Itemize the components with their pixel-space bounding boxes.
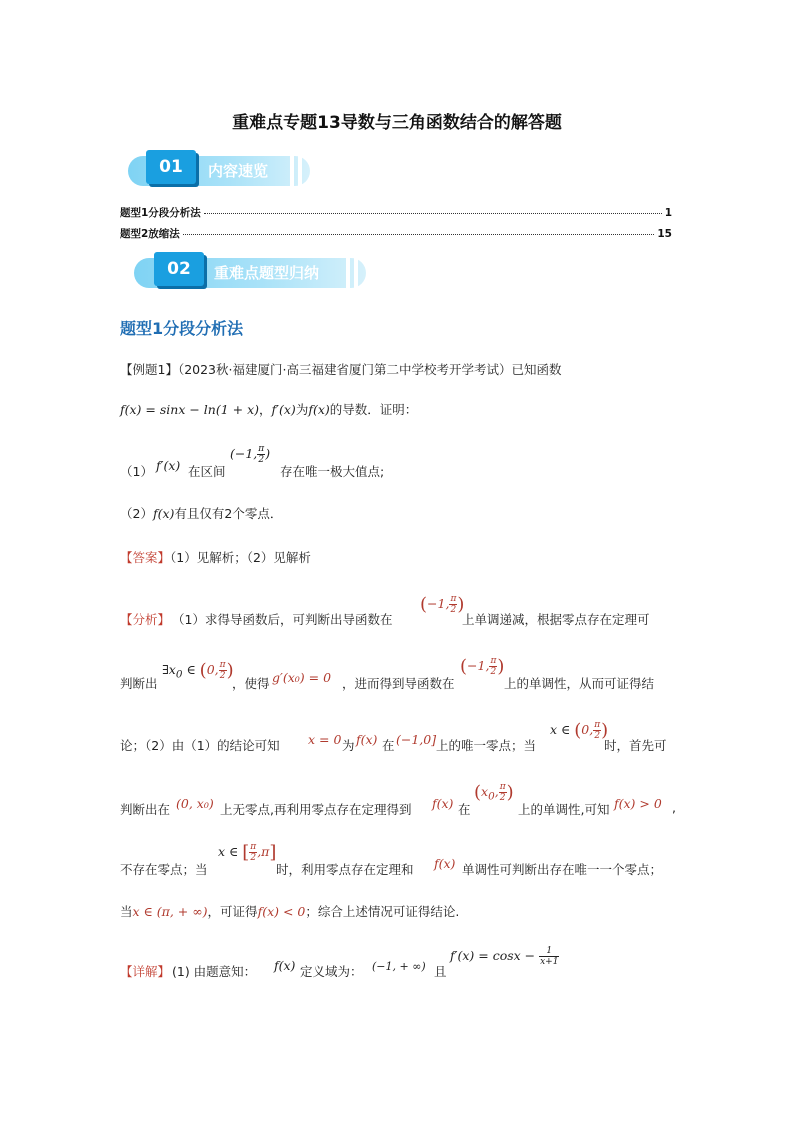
derivative-symbol: f′(x)	[271, 402, 296, 417]
text-fragment: 时，首先可	[604, 738, 667, 753]
text-fragment: ，进而得到导函数在	[342, 676, 455, 691]
interval-expression: ($x_0$, $\frac{\pi}{2}$ )	[474, 782, 514, 803]
text-fragment: 在	[382, 738, 395, 753]
derivative-symbol: f′(x)	[156, 458, 181, 473]
text-fragment: 单调性可判断出存在唯一一个零点；	[462, 862, 663, 877]
text-fragment: 判断出在	[120, 802, 171, 817]
text-fragment: 判断出	[120, 676, 158, 691]
banner-stripe	[354, 258, 358, 288]
analysis-line-3	[120, 718, 680, 758]
detail-line	[120, 944, 680, 984]
math-expression: x = 0	[308, 732, 342, 747]
banner-stripe	[298, 156, 302, 186]
banner-number: 02	[154, 252, 204, 286]
answer-tag: 【答案】	[120, 550, 171, 565]
interval-expression: (−1, $\frac{\pi}{2}$ )	[230, 444, 271, 465]
text-fragment: 定义域为：	[300, 964, 363, 979]
banner-key-question-types	[134, 252, 366, 288]
text-fragment: 上无零点,再利用零点存在定理得到	[220, 802, 412, 817]
text-fragment: ，使得	[232, 676, 270, 691]
text-fragment: 上的单调性，从而可证得结	[504, 676, 655, 691]
math-expression: x ∈ [ $\frac{\pi}{2}$ ,π]	[218, 842, 277, 863]
interval-expression: (−1, $\frac{\pi}{2}$ )	[420, 594, 465, 615]
banner-label: 重难点题型归纳	[214, 264, 320, 282]
text-fragment: 上的单调性,可知	[518, 802, 610, 817]
text-fragment: 上的唯一零点；当	[436, 738, 537, 753]
math-expression: x ∈ (0, $\frac{\pi}{2}$ )	[550, 720, 609, 741]
banner-stripe	[346, 258, 350, 288]
interval-expression: (−1,0]	[396, 732, 437, 747]
text-fragment: 不存在零点；当	[120, 862, 208, 877]
text-fragment: 上单调递减，根据零点存在定理可	[462, 612, 650, 627]
function-symbol: f(x)	[434, 856, 456, 871]
function-symbol: f(x)	[152, 506, 175, 521]
analysis-line-1	[120, 592, 680, 632]
toc-entry[interactable]	[120, 226, 672, 241]
example-source: （2023秋·福建厦门·高三福建省厦门第二中学校考开学考试）已知函数	[177, 362, 562, 377]
toc-entry-title: 题型1分段分析法	[120, 207, 201, 219]
text-fragment: （1）求得导函数后，可判断出导函数在	[172, 612, 393, 627]
analysis-line-6	[120, 902, 680, 920]
banner-label: 内容速览	[208, 162, 269, 180]
math-expression: f(x) > 0	[614, 796, 662, 811]
answer-line	[120, 548, 680, 566]
text-fragment: 论；（2）由（1）的结论可知	[120, 738, 280, 753]
analysis-line-2	[120, 654, 680, 694]
question-number: （2）	[120, 506, 153, 521]
text-fragment: 为	[342, 738, 355, 753]
question-1	[120, 444, 680, 490]
toc-leader-dots	[183, 234, 655, 235]
banner-number: 01	[146, 150, 196, 184]
banner-stripe	[290, 156, 294, 186]
function-definition: f(x) = sinx − ln(1 + x)	[120, 402, 260, 417]
toc-entry-page: 15	[657, 228, 672, 240]
domain-expression: (−1, + ∞)	[372, 960, 426, 973]
analysis-line-5	[120, 840, 680, 880]
section-heading: 题型1分段分析法	[120, 319, 244, 338]
page-title: 重难点专题13导数与三角函数结合的解答题	[232, 113, 562, 133]
text-fragment: (1) 由题意知：	[172, 964, 257, 979]
text-fragment: 存在唯一极大值点;	[280, 464, 385, 479]
example-source-line	[120, 360, 680, 378]
math-expression: $\exists x_0$ ∈ (0, $\frac{\pi}{2}$ )	[162, 660, 234, 681]
text-fragment: 且	[434, 964, 447, 979]
text-fragment: 在区间	[188, 464, 226, 479]
function-symbol: f(x)	[274, 958, 296, 973]
analysis-tag: 【分析】	[120, 612, 171, 627]
function-symbol: f(x)	[432, 796, 454, 811]
text-fragment: 为	[295, 402, 309, 417]
text-fragment: ；综合上述情况可证得结论.	[305, 904, 460, 919]
analysis-line-4	[120, 782, 680, 822]
text-fragment: 的导数．证明：	[329, 402, 418, 417]
answer-text: （1）见解析；（2）见解析	[170, 550, 311, 565]
text-fragment: ，可证得	[207, 904, 258, 919]
math-expression: x ∈ (π, + ∞)	[132, 904, 208, 919]
derivative-expression: f′(x) = cosx − $\frac{1}{x+1}$	[450, 946, 559, 967]
interval-expression: (−1, $\frac{\pi}{2}$ )	[460, 656, 505, 677]
question-number: （1）	[120, 464, 153, 479]
example-tag: 【例题1】	[120, 362, 178, 377]
text-fragment: 在	[458, 802, 471, 817]
text-fragment: 有且仅有2个零点．	[174, 506, 283, 521]
text-fragment: 时，利用零点存在定理和	[276, 862, 414, 877]
toc-entry-title: 题型2放缩法	[120, 228, 180, 240]
math-expression: g′(x₀) = 0	[272, 670, 332, 685]
banner-contents-overview	[128, 150, 310, 186]
function-symbol: f(x)	[356, 732, 378, 747]
example-definition-line	[120, 400, 680, 418]
punctuation: ，	[259, 402, 272, 417]
punctuation: ,	[672, 800, 676, 815]
detail-tag: 【详解】	[120, 964, 171, 979]
toc-leader-dots	[204, 213, 662, 214]
math-expression: f(x) < 0	[257, 904, 306, 919]
function-symbol: f(x)	[308, 402, 330, 417]
toc-entry[interactable]	[120, 205, 672, 220]
interval-expression: (0, x₀)	[176, 796, 214, 811]
text-fragment: 当	[120, 904, 133, 919]
question-2	[120, 504, 680, 522]
toc-entry-page: 1	[664, 207, 672, 219]
